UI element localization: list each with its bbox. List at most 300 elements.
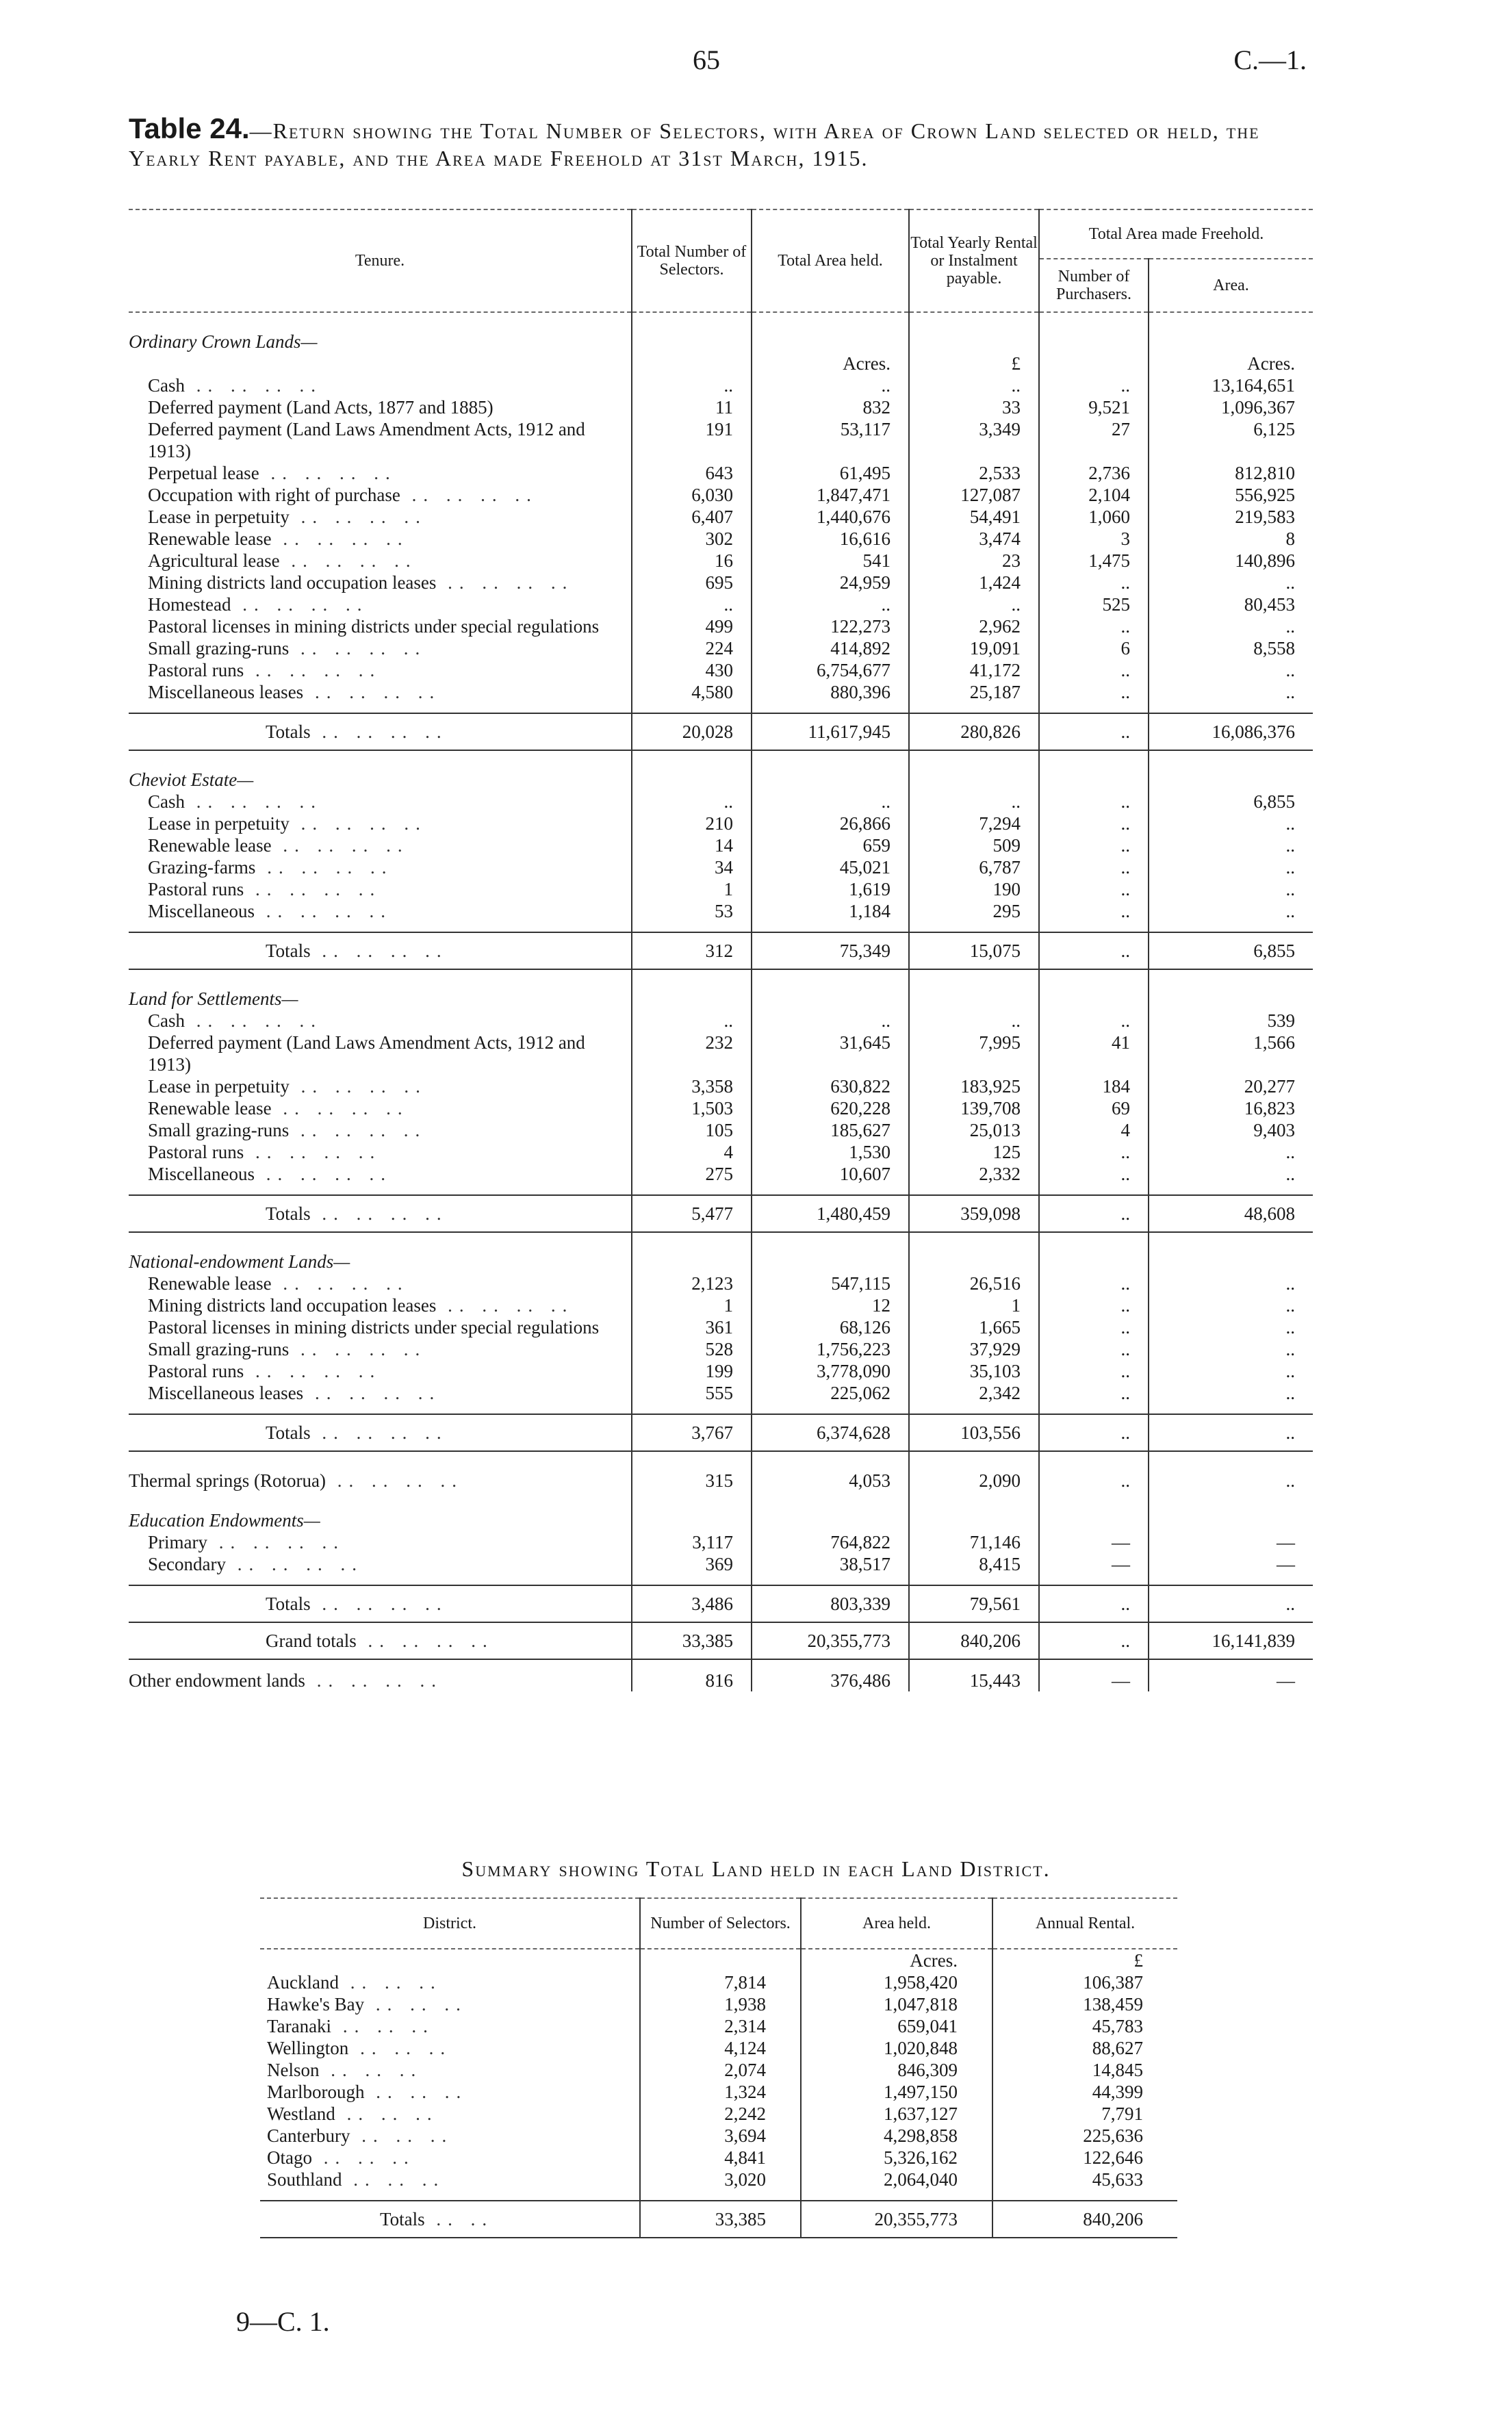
unit-label: Acres. [1149, 353, 1313, 374]
table-row [129, 1097, 1313, 1119]
total-rental: 103,556 [909, 1414, 1039, 1451]
value-rental: 125 [909, 1141, 1039, 1163]
spacer-row [129, 1451, 1313, 1470]
summary-totals-row [260, 2201, 1177, 2238]
summary-rental: 45,783 [992, 2015, 1177, 2037]
value-area: 16,616 [752, 528, 909, 550]
spacer-cell [1149, 1659, 1313, 1670]
value-selectors: 3,117 [632, 1531, 752, 1553]
document-reference: C.—1. [1233, 44, 1307, 75]
spacer-cell [909, 922, 1039, 932]
district-label [260, 2103, 640, 2125]
tenure-label [129, 1075, 632, 1097]
empty-cell [1039, 331, 1149, 353]
value-selectors: 528 [632, 1338, 752, 1360]
tenure-label [129, 1360, 632, 1382]
district-name: Otago [267, 2147, 312, 2168]
leader-dots: .. .. .. .. [244, 879, 382, 899]
spacer-cell [1039, 750, 1149, 769]
value-area: 880,396 [752, 681, 909, 703]
table-row [129, 1382, 1313, 1404]
spacer-cell [129, 1451, 632, 1470]
table-title-text: —Return showing the Total Number of Selectors, with Area of Crown Land selected or held, the Yearly Rent payable, and the Area made Freehold at 31st March, 1915. [129, 118, 1260, 170]
value-area: 68,126 [752, 1316, 909, 1338]
value-freehold: 1,096,367 [1149, 396, 1313, 418]
tenure-label [129, 462, 632, 484]
tenure-label [129, 1316, 632, 1338]
value-purchasers: .. [1039, 834, 1149, 856]
summary-selectors: 4,841 [640, 2147, 801, 2169]
value-rental: 509 [909, 834, 1039, 856]
other-endowment-row [129, 1670, 1313, 1691]
total-area: 1,480,459 [752, 1195, 909, 1232]
summary-header-district: District. [260, 1898, 640, 1949]
tenure-text: Lease in perpetuity [148, 813, 290, 834]
tenure-text: Small grazing-runs [148, 1120, 290, 1140]
value-selectors: 3,358 [632, 1075, 752, 1097]
value-freehold: .. [1149, 1470, 1313, 1492]
tenure-label [129, 1294, 632, 1316]
tenure-text: Pastoral runs [148, 660, 244, 680]
district-label [260, 2125, 640, 2147]
tenure-text: Miscellaneous [148, 901, 255, 921]
summary-selectors: 1,938 [640, 1993, 801, 2015]
leader-dots: .. .. .. .. [185, 375, 322, 396]
leader-dots: .. .. .. .. [244, 1142, 382, 1162]
total-rental: 359,098 [909, 1195, 1039, 1232]
table-row [129, 462, 1313, 484]
empty-cell [632, 988, 752, 1010]
district-label [260, 2081, 640, 2103]
value-rental: 1,665 [909, 1316, 1039, 1338]
spacer-cell [1149, 703, 1313, 713]
value-area: 45,021 [752, 856, 909, 878]
unit-label: Acres. [752, 353, 909, 374]
totals-label [129, 1585, 632, 1622]
value-area: 1,847,471 [752, 484, 909, 506]
tenure-text: Pastoral runs [148, 1361, 244, 1381]
value-selectors: .. [632, 1010, 752, 1032]
value-selectors: .. [632, 791, 752, 813]
leader-dots: .. .. .. [338, 1972, 442, 1993]
summary-rental: 45,633 [992, 2169, 1177, 2190]
section-heading: National-endowment Lands— [129, 1251, 350, 1272]
leader-dots: .. .. .. [311, 2147, 415, 2168]
spacer-cell [752, 703, 909, 713]
value-area: 6,754,677 [752, 659, 909, 681]
value-freehold: — [1149, 1553, 1313, 1575]
value-purchasers: .. [1039, 1163, 1149, 1185]
value-selectors: 275 [632, 1163, 752, 1185]
value-selectors: 816 [632, 1670, 752, 1691]
value-purchasers: .. [1039, 374, 1149, 396]
leader-dots: .. .. .. .. [185, 791, 322, 812]
value-purchasers: — [1039, 1553, 1149, 1575]
leader-dots: .. .. .. [348, 2038, 452, 2058]
value-selectors: 369 [632, 1553, 752, 1575]
empty-cell [752, 769, 909, 791]
leader-dots: .. .. .. .. [289, 638, 427, 658]
spacer-row [260, 2190, 1177, 2201]
value-rental: 26,516 [909, 1273, 1039, 1294]
header-freehold: Total Area made Freehold. [1039, 209, 1313, 259]
value-freehold: 20,277 [1149, 1075, 1313, 1097]
value-area: 764,822 [752, 1531, 909, 1553]
tenure-label [129, 506, 632, 528]
table-row [129, 1360, 1313, 1382]
total-freehold: 48,608 [1149, 1195, 1313, 1232]
total-area: 75,349 [752, 932, 909, 969]
empty-cell [752, 988, 909, 1010]
tenure-text: Cash [148, 1010, 185, 1031]
value-selectors: 1,503 [632, 1097, 752, 1119]
totals-row [129, 1414, 1313, 1451]
value-purchasers: 3 [1039, 528, 1149, 550]
leader-dots: .. .. .. .. [254, 901, 392, 921]
spacer-cell [1039, 1575, 1149, 1585]
value-selectors: 315 [632, 1470, 752, 1492]
spacer-cell [632, 1659, 752, 1670]
value-purchasers: 2,104 [1039, 484, 1149, 506]
spacer-row [129, 1185, 1313, 1195]
spacer-cell [1149, 1451, 1313, 1470]
unit-label [632, 353, 752, 374]
tenure-label [129, 1032, 632, 1075]
table-row [129, 550, 1313, 572]
tenure-text: Mining districts land occupation leases [148, 1295, 437, 1316]
value-purchasers: .. [1039, 1273, 1149, 1294]
value-freehold: .. [1149, 813, 1313, 834]
table-row [129, 593, 1313, 615]
spacer-cell [752, 1492, 909, 1509]
total-selectors: 5,477 [632, 1195, 752, 1232]
leader-dots: .. .. .. .. [305, 1670, 443, 1691]
value-freehold: 812,810 [1149, 462, 1313, 484]
summary-selectors: 1,324 [640, 2081, 801, 2103]
summary-selectors: 2,314 [640, 2015, 801, 2037]
value-rental: 15,443 [909, 1670, 1039, 1691]
value-selectors: 199 [632, 1360, 752, 1382]
value-area: 38,517 [752, 1553, 909, 1575]
empty-cell [632, 769, 752, 791]
spacer-cell [992, 2190, 1177, 2201]
table-row [129, 572, 1313, 593]
total-freehold: .. [1149, 1414, 1313, 1451]
totals-label [129, 713, 632, 750]
spacer-cell [260, 2190, 640, 2201]
spacer-cell [752, 1232, 909, 1251]
leader-dots: .. .. [424, 2209, 494, 2229]
spacer-row [129, 1659, 1313, 1670]
total-purchasers: .. [1039, 1414, 1149, 1451]
value-rental: 3,349 [909, 418, 1039, 462]
header-area-held: Total Area held. [752, 209, 909, 312]
tenure-label [129, 396, 632, 418]
value-freehold: .. [1149, 878, 1313, 900]
spacer-cell [1039, 1492, 1149, 1509]
summary-selectors: 4,124 [640, 2037, 801, 2059]
spacer-cell [1149, 1404, 1313, 1414]
leader-dots: .. .. .. .. [436, 1295, 574, 1316]
spacer-cell [632, 1492, 752, 1509]
leader-dots: .. .. .. .. [356, 1630, 494, 1651]
value-selectors: 191 [632, 418, 752, 462]
leader-dots: .. .. .. [364, 2082, 468, 2102]
total-selectors: 3,486 [632, 1585, 752, 1622]
total-purchasers: .. [1039, 1622, 1149, 1659]
value-rental: 2,533 [909, 462, 1039, 484]
tenure-label [129, 528, 632, 550]
value-rental: 139,708 [909, 1097, 1039, 1119]
spacer-cell [632, 922, 752, 932]
unit-label: £ [992, 1949, 1177, 1971]
district-name: Hawke's Bay [267, 1994, 365, 2015]
summary-rental: 122,646 [992, 2147, 1177, 2169]
spacer-cell [1149, 750, 1313, 769]
summary-selectors: 7,814 [640, 1971, 801, 1993]
value-selectors: 695 [632, 572, 752, 593]
tenure-label [129, 1097, 632, 1119]
summary-rental: 7,791 [992, 2103, 1177, 2125]
value-freehold: .. [1149, 1294, 1313, 1316]
value-selectors: 210 [632, 813, 752, 834]
tenure-label [129, 1531, 632, 1553]
value-rental: 25,187 [909, 681, 1039, 703]
value-rental: 2,090 [909, 1470, 1039, 1492]
leader-dots: .. .. .. .. [207, 1532, 345, 1552]
value-rental: 33 [909, 396, 1039, 418]
value-area: 1,440,676 [752, 506, 909, 528]
value-rental: 23 [909, 550, 1039, 572]
tenure-label [129, 1141, 632, 1163]
totals-label [129, 1414, 632, 1451]
value-selectors: 224 [632, 637, 752, 659]
value-freehold: 539 [1149, 1010, 1313, 1032]
tenure-text: Other endowment lands [129, 1670, 305, 1691]
spacer-cell [129, 312, 632, 331]
spacer-cell [1039, 312, 1149, 331]
tenure-text: Pastoral licenses in mining districts under special regulations [148, 1317, 600, 1338]
value-purchasers: .. [1039, 1382, 1149, 1404]
spacer-row [129, 969, 1313, 988]
value-rental: .. [909, 1010, 1039, 1032]
spacer-cell [1149, 1185, 1313, 1195]
empty-cell [1039, 769, 1149, 791]
tenure-label [129, 1119, 632, 1141]
total-rental: 840,206 [909, 1622, 1039, 1659]
section-heading: Cheviot Estate— [129, 769, 254, 790]
empty-cell [1149, 1509, 1313, 1531]
spacer-cell [1149, 1575, 1313, 1585]
tenure-text: Cash [148, 791, 185, 812]
value-purchasers: 69 [1039, 1097, 1149, 1119]
tenure-text: Miscellaneous leases [148, 1383, 304, 1403]
spacer-cell [129, 703, 632, 713]
value-selectors: 302 [632, 528, 752, 550]
section-heading: Ordinary Crown Lands— [129, 331, 318, 352]
value-purchasers: .. [1039, 791, 1149, 813]
value-freehold: .. [1149, 856, 1313, 878]
summary-total-area: 20,355,773 [801, 2201, 992, 2238]
summary-total-rental: 840,206 [992, 2201, 1177, 2238]
table-row [129, 1553, 1313, 1575]
value-rental: .. [909, 791, 1039, 813]
value-freehold: .. [1149, 1338, 1313, 1360]
table-row [129, 1141, 1313, 1163]
summary-header-area: Area held. [801, 1898, 992, 1949]
summary-row [260, 2125, 1177, 2147]
tenure-text: Renewable lease [148, 1098, 272, 1118]
district-label [260, 2169, 640, 2190]
value-area: .. [752, 791, 909, 813]
tenure-text: Grazing-farms [148, 857, 256, 878]
tenure-label [129, 900, 632, 922]
value-purchasers: .. [1039, 1316, 1149, 1338]
summary-rental: 44,399 [992, 2081, 1177, 2103]
spacer-cell [129, 1185, 632, 1195]
spacer-cell [909, 1185, 1039, 1195]
summary-row [260, 2081, 1177, 2103]
spacer-cell [1039, 703, 1149, 713]
table-row [129, 1075, 1313, 1097]
value-area: 1,756,223 [752, 1338, 909, 1360]
table-row [129, 528, 1313, 550]
summary-units-row [260, 1949, 1177, 1971]
table-row [129, 791, 1313, 813]
table-row [129, 681, 1313, 703]
value-freehold: — [1149, 1670, 1313, 1691]
spacer-cell [632, 312, 752, 331]
empty-cell [909, 331, 1039, 353]
leader-dots: .. .. .. .. [271, 528, 409, 549]
tenure-label [129, 791, 632, 813]
summary-totals-label [260, 2201, 640, 2238]
value-purchasers: 27 [1039, 418, 1149, 462]
value-rental: 3,474 [909, 528, 1039, 550]
units-row [129, 353, 1313, 374]
spacer-cell [1039, 922, 1149, 932]
value-area: 547,115 [752, 1273, 909, 1294]
leader-dots: .. .. .. .. [310, 721, 448, 742]
leader-dots: .. .. .. .. [310, 1203, 448, 1224]
value-freehold: 13,164,651 [1149, 374, 1313, 396]
value-area: 620,228 [752, 1097, 909, 1119]
value-selectors: .. [632, 593, 752, 615]
spacer-cell [801, 2190, 992, 2201]
empty-cell [632, 1251, 752, 1273]
spacer-cell [129, 969, 632, 988]
tenure-text: Small grazing-runs [148, 638, 290, 658]
value-purchasers: — [1039, 1531, 1149, 1553]
table-row [129, 1119, 1313, 1141]
spacer-cell [129, 1575, 632, 1585]
tenure-text: Mining districts land occupation leases [148, 572, 437, 593]
spacer-cell [752, 1659, 909, 1670]
tenure-label [129, 550, 632, 572]
summary-row [260, 2169, 1177, 2190]
tenure-text: Renewable lease [148, 1273, 272, 1294]
totals-text: Totals [266, 1594, 311, 1614]
leader-dots: .. .. .. .. [271, 1273, 409, 1294]
section-row [129, 1509, 1313, 1531]
spacer-cell [752, 1404, 909, 1414]
spacer-cell [909, 1575, 1039, 1585]
summary-row [260, 2037, 1177, 2059]
table-row [129, 1273, 1313, 1294]
spacer-cell [752, 750, 909, 769]
summary-area: 4,298,858 [801, 2125, 992, 2147]
summary-rental: 14,845 [992, 2059, 1177, 2081]
section-row [129, 331, 1313, 353]
spacer-cell [129, 1659, 632, 1670]
value-area: 24,959 [752, 572, 909, 593]
value-selectors: 2,123 [632, 1273, 752, 1294]
running-header [0, 44, 1512, 85]
summary-area: 2,064,040 [801, 2169, 992, 2190]
table-row [129, 396, 1313, 418]
table-row [129, 1531, 1313, 1553]
empty-cell [1149, 988, 1313, 1010]
selectors-table-body [129, 312, 1313, 1691]
value-purchasers: 9,521 [1039, 396, 1149, 418]
spacer-cell [632, 1185, 752, 1195]
total-selectors: 20,028 [632, 713, 752, 750]
spacer-cell [752, 1575, 909, 1585]
value-purchasers: .. [1039, 856, 1149, 878]
value-selectors: 11 [632, 396, 752, 418]
value-area: 4,053 [752, 1470, 909, 1492]
spacer-cell [632, 703, 752, 713]
spacer-cell [752, 969, 909, 988]
value-selectors: 4,580 [632, 681, 752, 703]
leader-dots: .. .. .. .. [225, 1554, 363, 1574]
value-selectors: 555 [632, 1382, 752, 1404]
value-purchasers: 184 [1039, 1075, 1149, 1097]
value-freehold: — [1149, 1531, 1313, 1553]
unit-label: Acres. [801, 1949, 992, 1971]
value-area: 225,062 [752, 1382, 909, 1404]
tenure-label [129, 374, 632, 396]
table-row [129, 900, 1313, 922]
leader-dots: .. .. .. [342, 2169, 446, 2190]
totals-row [129, 1195, 1313, 1232]
tenure-text: Renewable lease [148, 528, 272, 549]
value-purchasers: 1,475 [1039, 550, 1149, 572]
total-rental: 15,075 [909, 932, 1039, 969]
tenure-label [129, 681, 632, 703]
spacer-cell [1039, 1185, 1149, 1195]
value-freehold: 6,855 [1149, 791, 1313, 813]
leader-dots: .. .. .. .. [271, 1098, 409, 1118]
leader-dots: .. .. .. [319, 2060, 423, 2080]
spacer-row [129, 703, 1313, 713]
spacer-cell [129, 922, 632, 932]
value-selectors: 105 [632, 1119, 752, 1141]
empty-cell [1149, 331, 1313, 353]
tenure-text: Renewable lease [148, 835, 272, 856]
section-heading: Education Endowments— [129, 1510, 320, 1531]
total-freehold: 16,141,839 [1149, 1622, 1313, 1659]
summary-selectors: 2,074 [640, 2059, 801, 2081]
leader-dots: .. .. .. .. [244, 1361, 382, 1381]
summary-row [260, 2059, 1177, 2081]
tenure-label [129, 615, 632, 637]
value-freehold: .. [1149, 1316, 1313, 1338]
spacer-cell [1149, 1492, 1313, 1509]
spacer-cell [640, 2190, 801, 2201]
value-freehold: 8 [1149, 528, 1313, 550]
leader-dots: .. .. .. .. [185, 1010, 322, 1031]
